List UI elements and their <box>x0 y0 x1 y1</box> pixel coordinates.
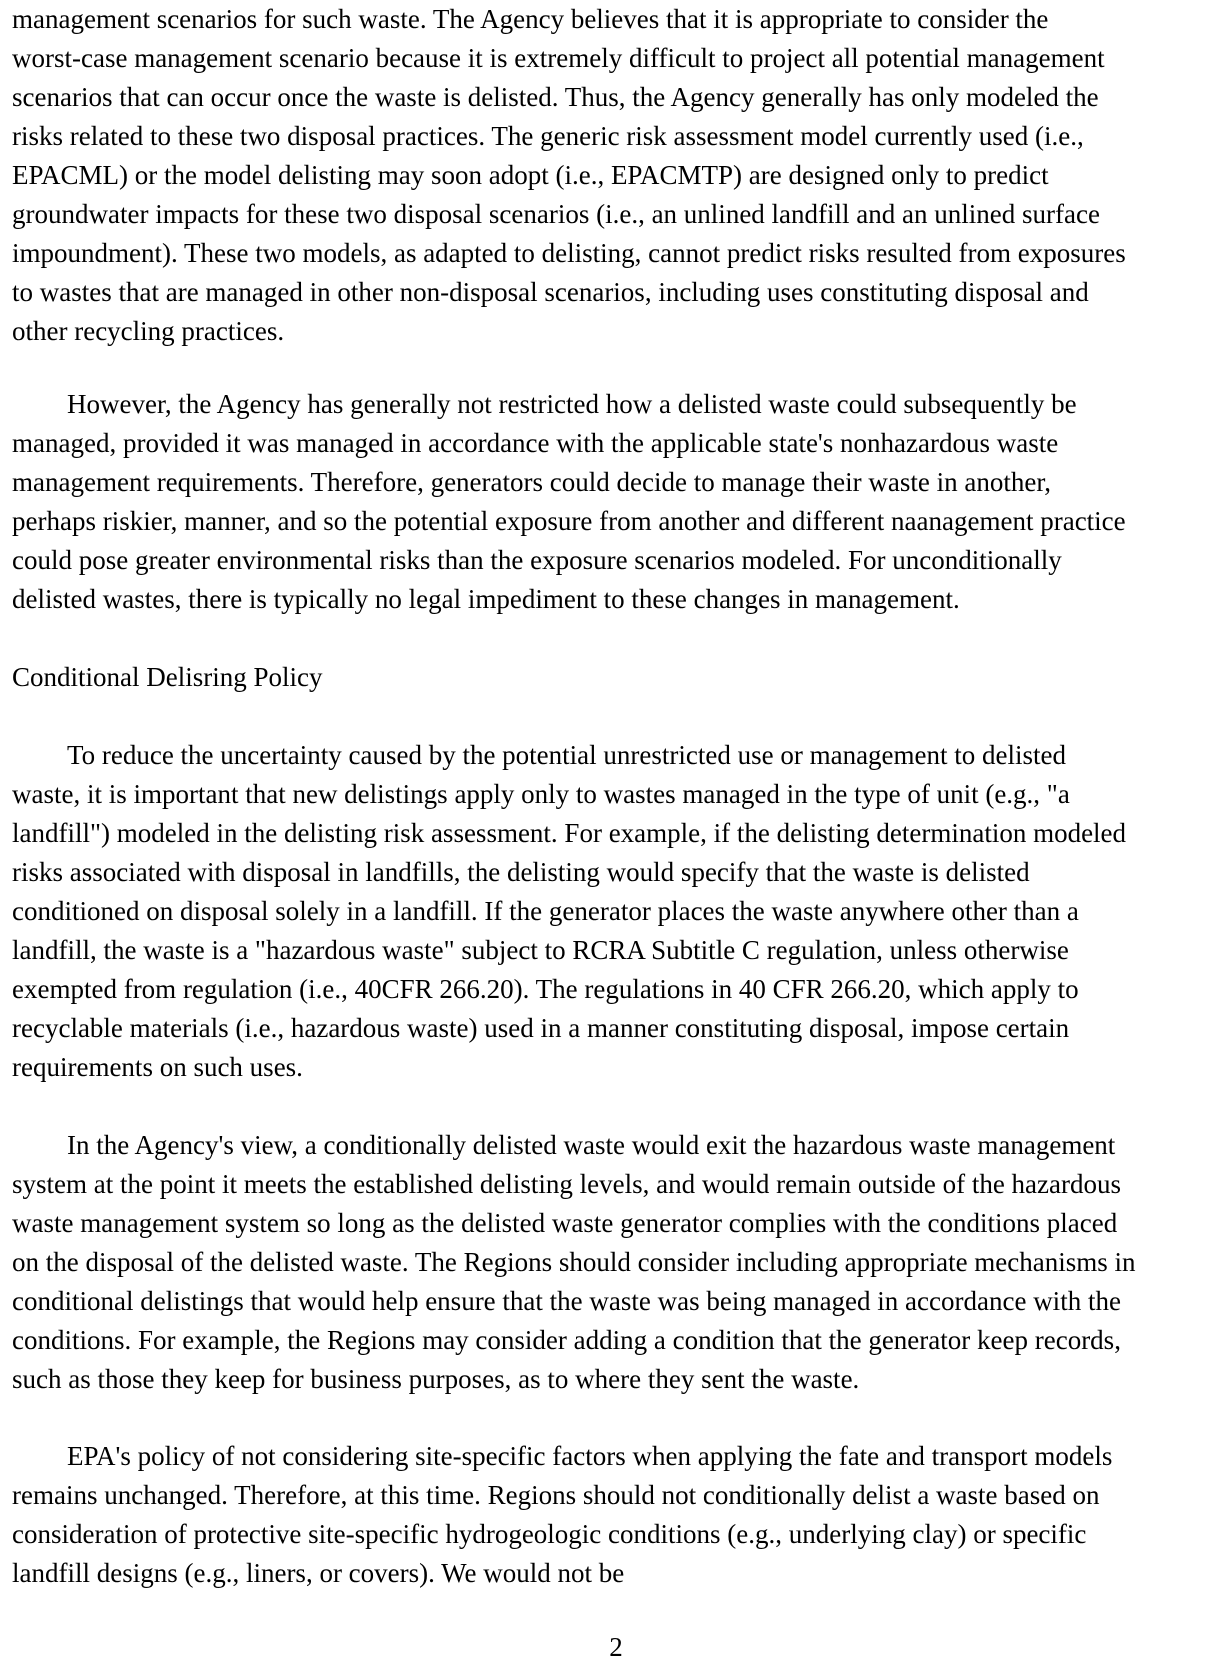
paragraph-5: EPA's policy of not considering site-specific factors when applying the fate and transport models remains unchanged. Therefore, at this time. Regions should not conditionally delist a waste based on consideration of protective site-specific hydrogeologic conditions (e.g., underlying clay) or specific landfill designs (e.g., liners, or covers). We would not be <box>12 1441 1113 1588</box>
section-heading: Conditional Delisring Policy <box>12 662 323 692</box>
paragraph-3: To reduce the uncertainty caused by the potential unrestricted use or management to delisted waste, it is important that new delistings apply only to wastes managed in the type of unit (e.g., "a landfill") modeled in the delisting risk assessment. For example, if the delisting determination modeled risks associated with disposal in landfills, the delisting would specify that the waste is delisted conditioned on disposal solely in a landfill. If the generator places the waste anywhere other than a landfill, the waste is a "hazardous waste" subject to RCRA Subtitle C regulation, unless otherwise exempted from regulation (i.e., 40CFR 266.20). The regulations in 40 CFR 266.20, which apply to recyclable materials (i.e., hazardous waste) used in a manner constituting disposal, impose certain requirements on such uses. <box>12 740 1127 1082</box>
paragraph-1: management scenarios for such waste. The Agency believes that it is appropriate to consider the worst-case management scenario because it is extremely difficult to project all potential management scenarios that can occur once the waste is delisted. Thus, the Agency generally has only modeled the risks related to these two disposal practices. The generic risk assessment model currently used (i.e., EPACML) or the model delisting may soon adopt (i.e., EPACMTP) are designed only to predict groundwater impacts for these two disposal scenarios (i.e., an unlined landfill and an unlined surface impoundment). These two models, as adapted to delisting, cannot predict risks resulted from exposures to wastes that are managed in other non-disposal scenarios, including uses constituting disposal and other recycling practices. <box>12 4 1126 346</box>
paragraph-4: In the Agency's view, a conditionally delisted waste would exit the hazardous waste management system at the point it meets the established delisting levels, and would remain outside of the hazardous waste management system so long as the delisted waste generator complies with the conditions placed on the disposal of the delisted waste. The Regions should consider including appropriate mechanisms in conditional delistings that would help ensure that the waste was being managed in accordance with the conditions. For example, the Regions may consider adding a condition that the generator keep records, such as those they keep for business purposes, as to where they sent the waste. <box>12 1130 1136 1394</box>
paragraph-2: However, the Agency has generally not restricted how a delisted waste could subsequently be managed, provided it was managed in accordance with the applicable state's nonhazardous waste management requirements. Therefore, generators could decide to manage their waste in another, perhaps riskier, manner, and so the potential exposure from another and different naanagement practice could pose greater environmental risks than the exposure scenarios modeled. For unconditionally delisted wastes, there is typically no legal impediment to these changes in management. <box>12 389 1126 614</box>
page-number: 2 <box>609 1632 623 1662</box>
